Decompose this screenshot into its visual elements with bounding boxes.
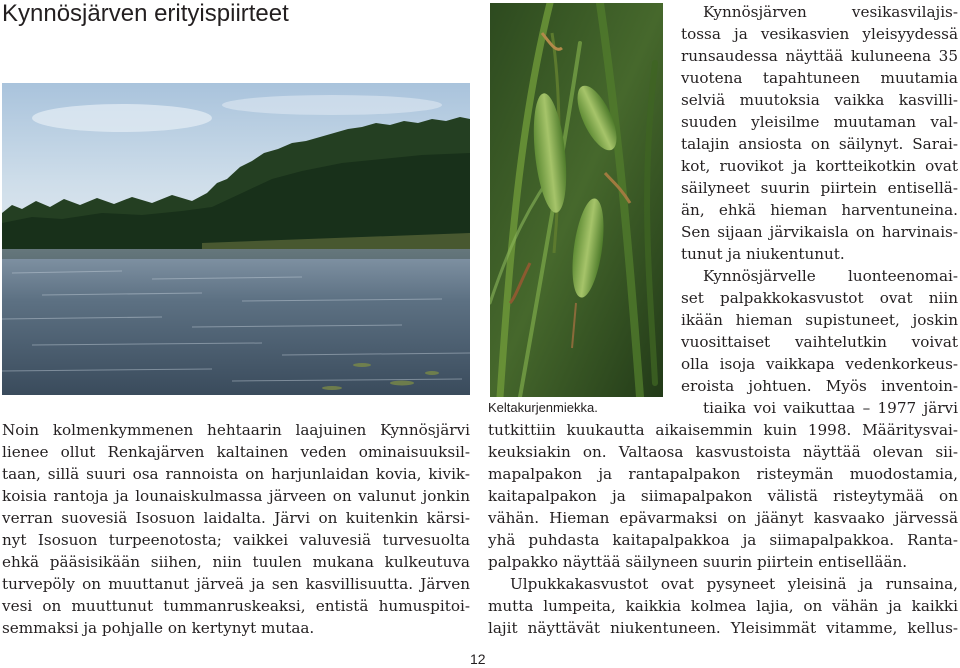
right-text-line: vähän. Hieman epävarmaksi on jäänyt kasvaako järvessä [488,509,958,527]
right-text-line: Kynnösjärven vesikasvilajis- [703,3,958,21]
right-text-line: lajit näyttävät niukentuneen. Yleisimmät vitamme, kellus- [488,619,958,637]
right-text-line: kaitapalpakon ja siimapalpakon välistä risteytymää on [488,487,958,505]
right-text-line: olla isoja vaikkapa vedenkorkeus- [681,355,958,373]
right-text-line: yhä puhdasta kaitapalpakkoa ja siimapalpakkoa. Ranta- [488,531,958,549]
left-text-line: turvepöly on muuttanut järveä ja sen kasvillisuutta. Järven [2,575,470,593]
left-text-line: verran suovesiä Isosuon laidalta. Järvi on kuitenkin kärsi- [2,509,470,527]
right-text-line: vuotena tapahtuneen muutamia [681,69,958,87]
page-number: 12 [470,651,486,667]
iris-photo-caption: Keltakurjenmiekka. [488,400,598,415]
right-text-line: mapalpakon ja rantapalpakon risteymän muodostamia, [488,465,958,483]
yellow-iris-seed-pods-photo [490,3,663,397]
right-text-line: set palpakkokasvustot ovat niin [681,289,958,307]
left-text-line: vesi on muuttunut tummanruskeaksi, entistä humuspitoi- [2,597,470,615]
right-text-line: suuden yleisilme muutaman val- [681,113,958,131]
right-text-line: ikään hieman supistuneet, joskin [681,311,958,329]
right-text-line: Sen sijaan järvikaisla on harvinais- [681,223,958,241]
right-text-line: mutta lumpeita, kaikkia kolmea lajia, on vähän ja kaikki [488,597,958,615]
right-text-line: tiaika voi vaikuttaa – 1977 järvi [703,399,958,417]
right-text-line: säilyneet suurin piirtein entisellä- [681,179,958,197]
right-text-line: tunut ja niukentunut. [681,245,845,263]
right-text-line: palpakko näyttää säilyneen suurin piirtein entisellään. [488,553,908,571]
left-text-line: taan, sillä suuri osa rannoista on harjunlaidan kovia, kivik- [2,465,470,483]
right-text-line: eroista johtuen. Myös inventoin- [681,377,958,395]
right-text-line: tossa ja vesikasvien yleisyydessä [681,25,958,43]
left-text-line: ehkä pääsisikään siihen, niin tuulen mukana kulkeutuva [2,553,470,571]
right-text-line: vuosittaiset vaihtelutkin voivat [681,333,958,351]
page-title: Kynnösjärven erityispiirteet [2,0,289,27]
right-text-line: kot, ruovikot ja kortteikotkin ovat [681,157,958,175]
left-text-line: koisia rantoja ja lounaiskulmassa järveen on valunut jonkin [2,487,470,505]
right-text-line: än, ehkä hieman harventuneina. [681,201,958,219]
left-text-line: lienee ollut Renkajärven kaltainen veden ominaisuuksil- [2,443,470,461]
left-text-line: semmaksi ja pohjalle on kertynyt mutaa. [2,619,315,637]
right-text-line: talajin ansiosta on säilynyt. Sarai- [681,135,958,153]
lake-shoreline-photo [2,83,470,395]
right-text-line: Ulpukkakasvustot ovat pysyneet yleisinä ja runsaina, [510,575,958,593]
right-text-line: keuksiakin on. Valtaosa kasvustoista näyttää olevan sii- [488,443,958,461]
left-text-line: nyt Isosuon turpeenotosta; vaikkei valuvesiä turvesuolta [2,531,470,549]
right-text-line: Kynnösjärvelle luonteenomai- [703,267,958,285]
left-text-line: Noin kolmenkymmenen hehtaarin laajuinen Kynnösjärvi [2,421,470,439]
right-text-line: runsaudessa näyttää kuluneena 35 [681,47,958,65]
right-text-line: selviä muutoksia vaikka kasvilli- [681,91,958,109]
right-text-line: tutkittiin kuukautta aikaisemmin kuin 1998. Määritysvai- [488,421,958,439]
